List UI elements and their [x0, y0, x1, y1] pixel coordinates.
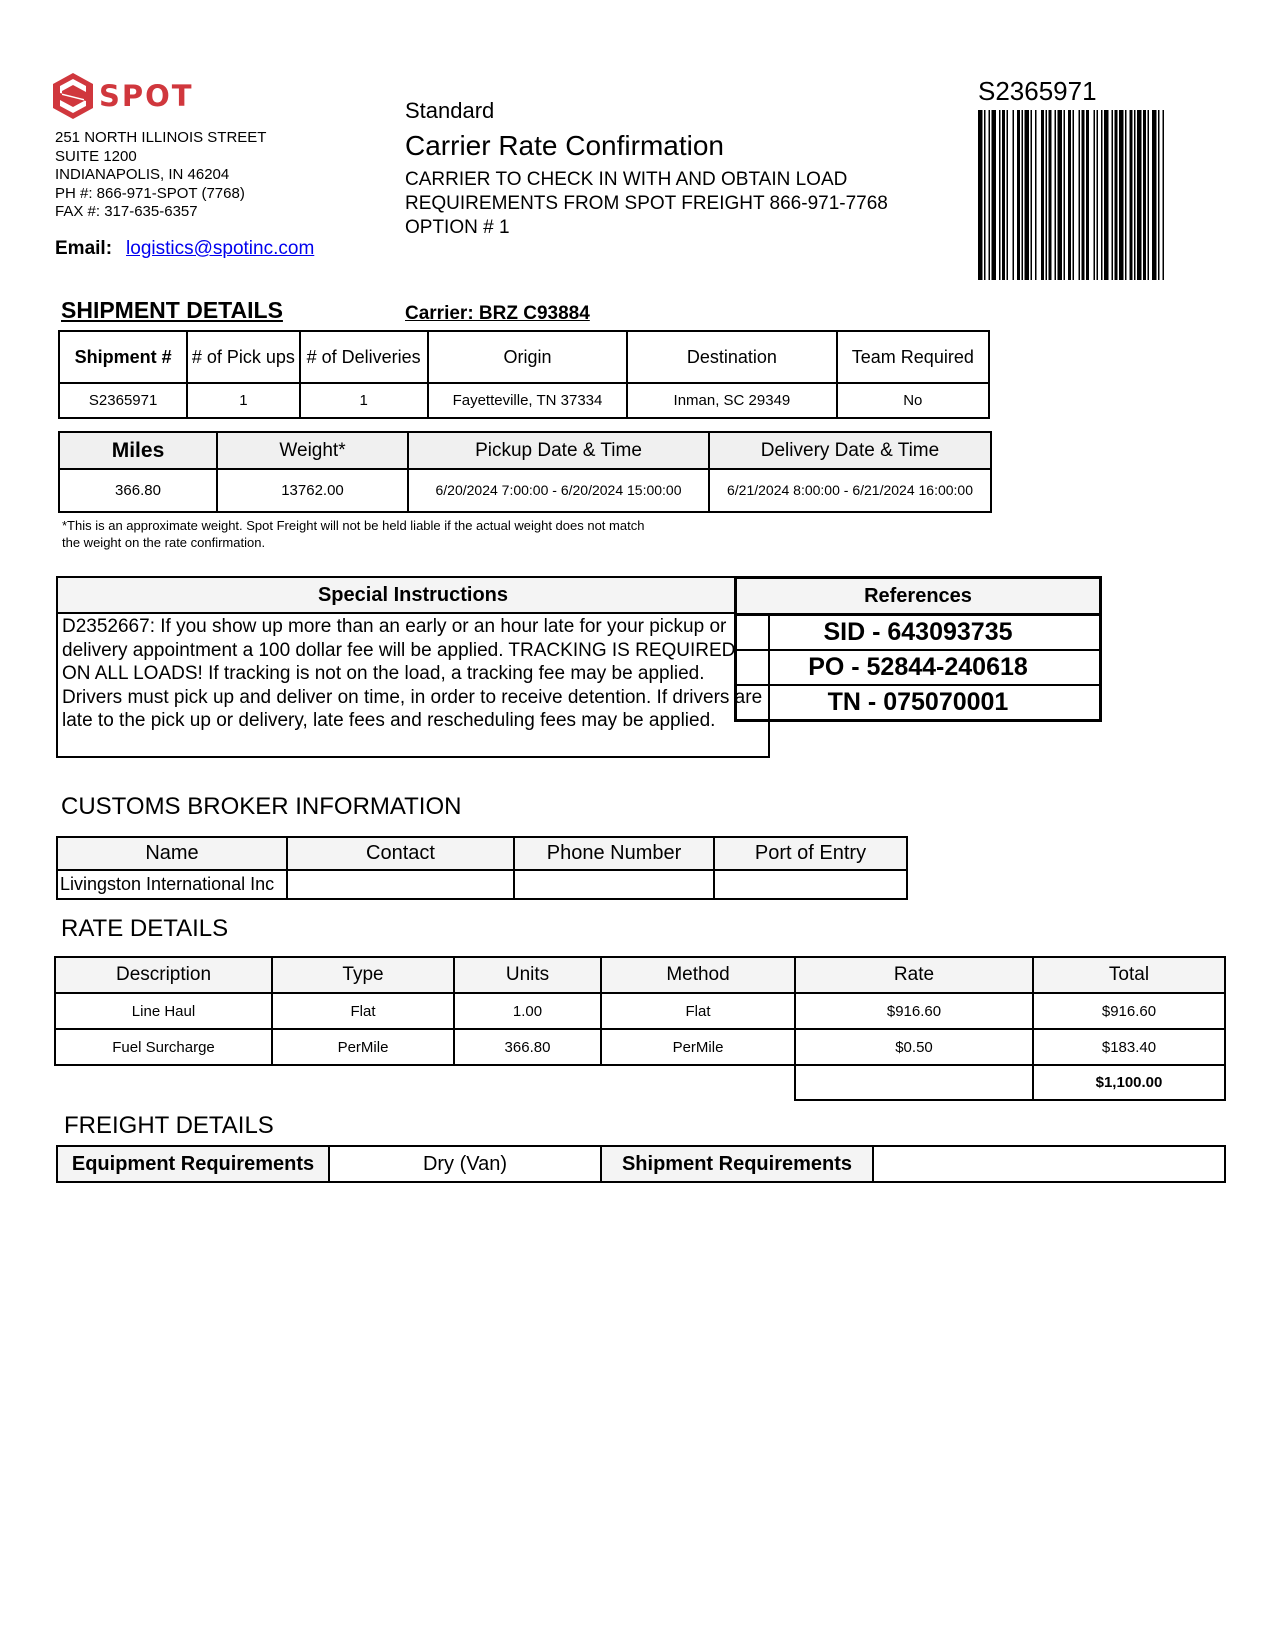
barcode-bar	[1007, 110, 1009, 280]
table-row	[55, 1029, 1225, 1065]
col-header: Port of Entry	[714, 837, 907, 870]
table-row	[59, 383, 989, 418]
cell-method: PerMile	[601, 1029, 795, 1065]
cell-miles: 366.80	[59, 469, 217, 512]
barcode-bar	[1134, 110, 1136, 280]
freight-table	[56, 1145, 1226, 1183]
shipment-details-title: SHIPMENT DETAILS	[61, 297, 283, 323]
references-box	[734, 576, 1102, 722]
col-header: Delivery Date & Time	[709, 432, 991, 469]
col-header: Shipment #	[59, 331, 187, 383]
barcode-bar	[1022, 110, 1024, 280]
col-header: Units	[454, 957, 601, 993]
barcode-bar	[1013, 110, 1015, 280]
cell-rate: $916.60	[795, 993, 1033, 1029]
document-kind: Standard	[405, 98, 495, 123]
cell-destination: Inman, SC 29349	[627, 383, 836, 418]
cell-shipment-number: S2365971	[59, 383, 187, 418]
cell-total-label	[795, 1065, 1033, 1100]
special-instructions-text: D2352667: If you show up more than an early or an hour late for your pickup or delivery appointment a 100 dollar fee will be applied. TRACKING IS REQUIRED ON ALL LOADS! If tracking is not on the load, a tracking fee may be applied. Drivers must pick up and deliver on time, in order to receive detention. If drivers are late to the pick up or delivery, late fees and rescheduling fees may be applied.	[62, 616, 763, 731]
special-instructions-title: Special Instructions	[58, 578, 768, 614]
spot-logo	[53, 73, 193, 119]
address-line: FAX #: 317-635-6357	[55, 203, 198, 220]
equipment-requirements-value: Dry (Van)	[329, 1146, 601, 1182]
cell-deliveries: 1	[300, 383, 428, 418]
grand-total: $1,100.00	[1033, 1065, 1225, 1100]
customs-title: CUSTOMS BROKER INFORMATION	[61, 793, 462, 820]
cell-description: Line Haul	[55, 993, 272, 1029]
reference-sid: SID - 643093735	[737, 616, 1099, 651]
barcode-bar	[1097, 110, 1099, 280]
barcode-bar	[1112, 110, 1114, 280]
cell-total: $916.60	[1033, 993, 1225, 1029]
address-line: SUITE 1200	[55, 147, 137, 165]
shipment-requirements-value	[873, 1146, 1225, 1182]
email-row	[55, 238, 314, 260]
barcode-bar	[1046, 110, 1048, 280]
barcode-bar	[1152, 110, 1157, 280]
barcode-bar	[992, 110, 997, 280]
barcode-bar	[989, 110, 991, 280]
barcode-bar	[1148, 110, 1150, 280]
barcode-bar	[1130, 110, 1133, 280]
barcode-bar	[1163, 110, 1165, 280]
barcode	[978, 110, 1210, 280]
special-instructions-box	[56, 576, 770, 758]
address-line: PH #: 866-971-SPOT (7768)	[55, 184, 245, 202]
logo-wordmark: SPOT	[99, 79, 194, 113]
barcode-bar	[1125, 110, 1127, 280]
barcode-bar	[1086, 110, 1089, 280]
barcode-bar	[999, 110, 1001, 280]
freight-details-title: FREIGHT DETAILS	[64, 1112, 274, 1139]
col-header: Name	[57, 837, 287, 870]
spot-logo-icon	[53, 73, 93, 119]
cell-delivery-window: 6/21/2024 8:00:00 - 6/21/2024 16:00:00	[709, 469, 991, 512]
document-title: Carrier Rate Confirmation	[405, 130, 724, 161]
col-header: Rate	[795, 957, 1033, 993]
weight-disclaimer: *This is an approximate weight. Spot Freight will not be held liable if the actual weight does not match the weight on the rate confirmation.	[62, 518, 645, 550]
barcode-bar	[1082, 110, 1085, 280]
barcode-bar	[1137, 110, 1142, 280]
col-header: Type	[272, 957, 454, 993]
col-header: # of Deliveries	[300, 331, 428, 383]
cell-rate: $0.50	[795, 1029, 1033, 1065]
cell-phone	[514, 870, 714, 899]
cell-type: PerMile	[272, 1029, 454, 1065]
address-line: 251 NORTH ILLINOIS STREET	[55, 129, 267, 146]
check-in-instructions: CARRIER TO CHECK IN WITH AND OBTAIN LOAD REQUIREMENTS FROM SPOT FREIGHT 866-971-7768 OPTION # 1	[405, 169, 888, 238]
col-header: Destination	[627, 331, 836, 383]
cell-method: Flat	[601, 993, 795, 1029]
barcode-bar	[1143, 110, 1146, 280]
barcode-bar	[1049, 110, 1052, 280]
email-label: Email:	[55, 238, 113, 259]
cell-contact	[287, 870, 514, 899]
barcode-bar	[1073, 110, 1075, 280]
cell-type: Flat	[272, 993, 454, 1029]
col-header: Description	[55, 957, 272, 993]
col-header: Total	[1033, 957, 1225, 993]
barcode-bar	[1025, 110, 1030, 280]
shipment-number: S2365971	[978, 76, 1097, 106]
table-row	[59, 469, 991, 512]
col-header: Weight*	[217, 432, 408, 469]
barcode-bar	[1119, 110, 1124, 280]
col-header: Method	[601, 957, 795, 993]
table-row	[57, 870, 907, 899]
barcode-bar	[978, 110, 983, 280]
shipment-table	[58, 330, 990, 419]
col-header: Pickup Date & Time	[408, 432, 709, 469]
barcode-bar	[1115, 110, 1118, 280]
email-link[interactable]: logistics@spotinc.com	[126, 238, 315, 259]
table-row	[55, 993, 1225, 1029]
equipment-requirements-label: Equipment Requirements	[57, 1146, 329, 1182]
customs-table	[56, 836, 908, 900]
rate-details-title: RATE DETAILS	[61, 915, 229, 942]
barcode-bar	[1035, 110, 1037, 280]
barcode-bar	[1094, 110, 1096, 280]
cell-total: $183.40	[1033, 1029, 1225, 1065]
cell-description: Fuel Surcharge	[55, 1029, 272, 1065]
col-header: Miles	[59, 432, 217, 469]
company-address	[55, 129, 266, 222]
col-header: Team Required	[837, 331, 989, 383]
col-header: Contact	[287, 837, 514, 870]
barcode-bar	[1041, 110, 1044, 280]
cell-broker-name: Livingston International Inc	[57, 870, 287, 899]
barcode-bar	[1002, 110, 1005, 280]
cell-units: 1.00	[454, 993, 601, 1029]
rate-table	[54, 956, 1226, 1101]
barcode-bar	[1055, 110, 1057, 280]
schedule-table	[58, 431, 992, 513]
barcode-bar	[1031, 110, 1033, 280]
barcode-bar	[1079, 110, 1081, 280]
barcode-bar	[1064, 110, 1066, 280]
cell-port	[714, 870, 907, 899]
cell-units: 366.80	[454, 1029, 601, 1065]
address-line: INDIANAPOLIS, IN 46204	[55, 166, 230, 183]
col-header: # of Pick ups	[187, 331, 299, 383]
cell-origin: Fayetteville, TN 37334	[428, 383, 627, 418]
cell-pickup-window: 6/20/2024 7:00:00 - 6/20/2024 15:00:00	[408, 469, 709, 512]
cell-pickups: 1	[187, 383, 299, 418]
spacer	[55, 1065, 795, 1100]
barcode-bar	[1058, 110, 1063, 280]
carrier-label: Carrier: BRZ C93884	[405, 303, 590, 324]
barcode-bar	[1017, 110, 1020, 280]
barcode-bar	[1101, 110, 1103, 280]
barcode-bar	[1068, 110, 1071, 280]
references-title: References	[737, 579, 1099, 616]
cell-team-required: No	[837, 383, 989, 418]
barcode-bar	[984, 110, 986, 280]
barcode-bar	[1158, 110, 1160, 280]
barcode-bar	[1104, 110, 1109, 280]
shipment-requirements-label: Shipment Requirements	[601, 1146, 873, 1182]
cell-weight: 13762.00	[217, 469, 408, 512]
col-header: Origin	[428, 331, 627, 383]
total-row	[55, 1065, 1225, 1100]
reference-po: PO - 52844-240618	[737, 651, 1099, 686]
reference-tn: TN - 075070001	[827, 688, 1009, 716]
col-header: Phone Number	[514, 837, 714, 870]
